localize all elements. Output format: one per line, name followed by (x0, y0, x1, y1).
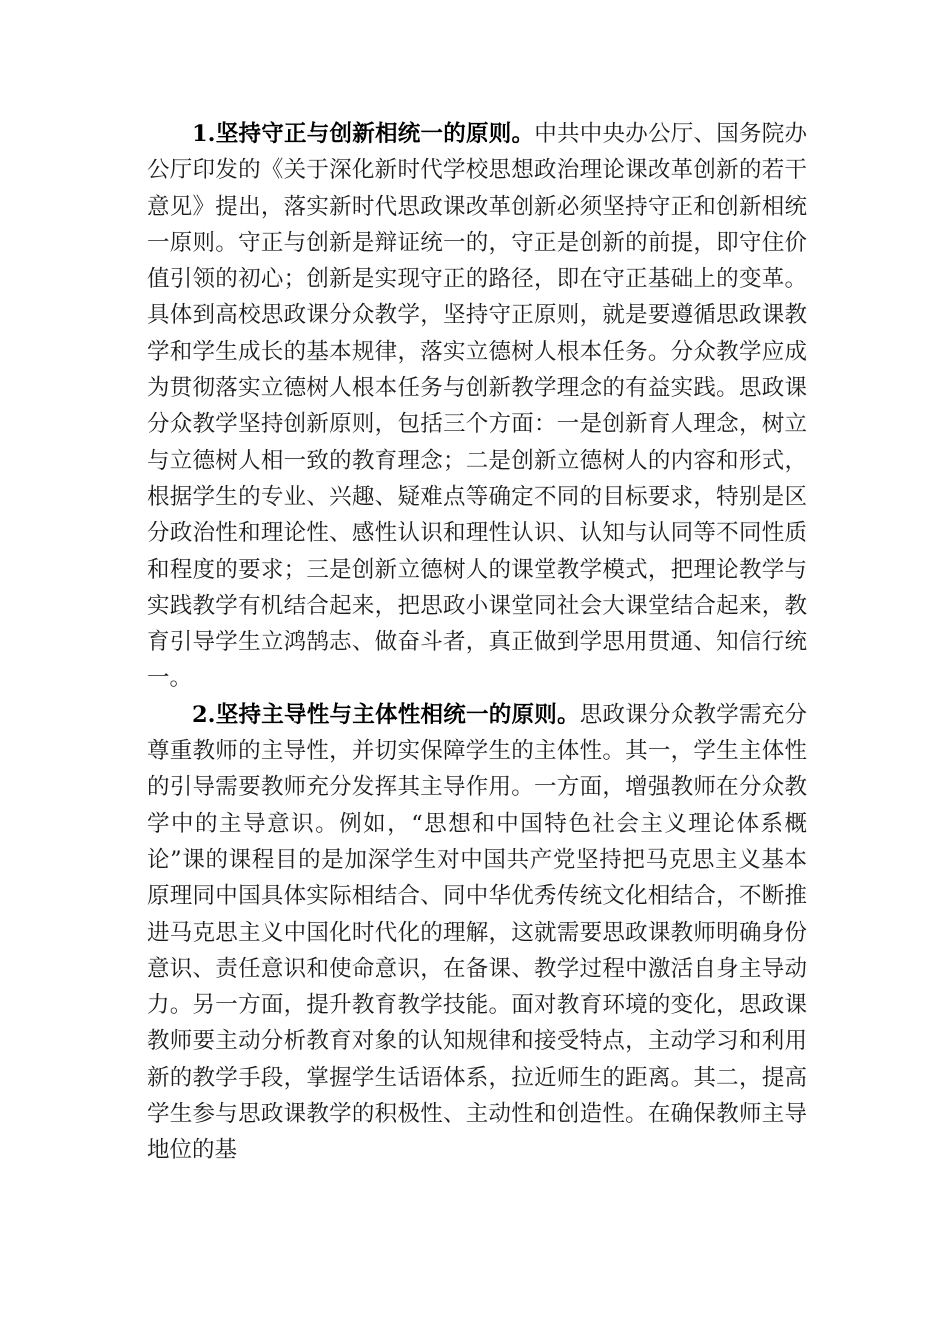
paragraph-principle-1 (147, 116, 807, 697)
paragraph-principle-2 (147, 697, 807, 1169)
paragraph-text: 思政课分众教学需充分尊重教师的主导性，并切实保障学生的主体性。其一，学生主体性的引导需要教师充分发挥其主导作用。一方面，增强教师在分众教学中的主导意识。例如，“思想和中国特色社会主义理论体系概论”课的课程目的是加深学生对中国共产党坚持把马克思主义基本原理同中国具体实际相结合、同中华优秀传统文化相结合，不断推进马克思主义中国化时代化的理解，这就需要思政课教师明确身份意识、责任意识和使命意识，在备课、教学过程中激活自身主导动力。另一方面，提升教育教学技能。面对教育环境的变化，思政课教师要主动分析教育对象的认知规律和接受特点，主动学习和利用新的教学手段，掌握学生话语体系，拉近师生的距离。其二，提高学生参与思政课教学的积极性、主动性和创造性。在确保教师主导地位的基 (147, 701, 807, 1164)
paragraph-heading: 2.坚持主导性与主体性相统一的原则。 (192, 701, 580, 728)
document-body (147, 116, 807, 1169)
paragraph-text: 中共中央办公厅、国务院办公厅印发的《关于深化新时代学校思想政治理论课改革创新的若干意见》提出，落实新时代思政课改革创新必须坚持守正和创新相统一原则。守正与创新是辩证统一的，守正是创新的前提，即守住价值引领的初心；创新是实现守正的路径，即在守正基础上的变革。具体到高校思政课分众教学，坚持守正原则，就是要遵循思政课教学和学生成长的基本规律，落实立德树人根本任务。分众教学应成为贯彻落实立德树人根本任务与创新教学理念的有益实践。思政课分众教学坚持创新原则，包括三个方面：一是创新育人理念，树立与立德树人相一致的教育理念；二是创新立德树人的内容和形式，根据学生的专业、兴趣、疑难点等确定不同的目标要求，特别是区分政治性和理论性、感性认识和理性认识、认知与认同等不同性质和程度的要求；三是创新立德树人的课堂教学模式，把理论教学与实践教学有机结合起来，把思政小课堂同社会大课堂结合起来，教育引导学生立鸿鹄志、做奋斗者，真正做到学思用贯通、知信行统一。 (147, 121, 807, 692)
paragraph-heading: 1.坚持守正与创新相统一的原则。 (192, 121, 535, 147)
